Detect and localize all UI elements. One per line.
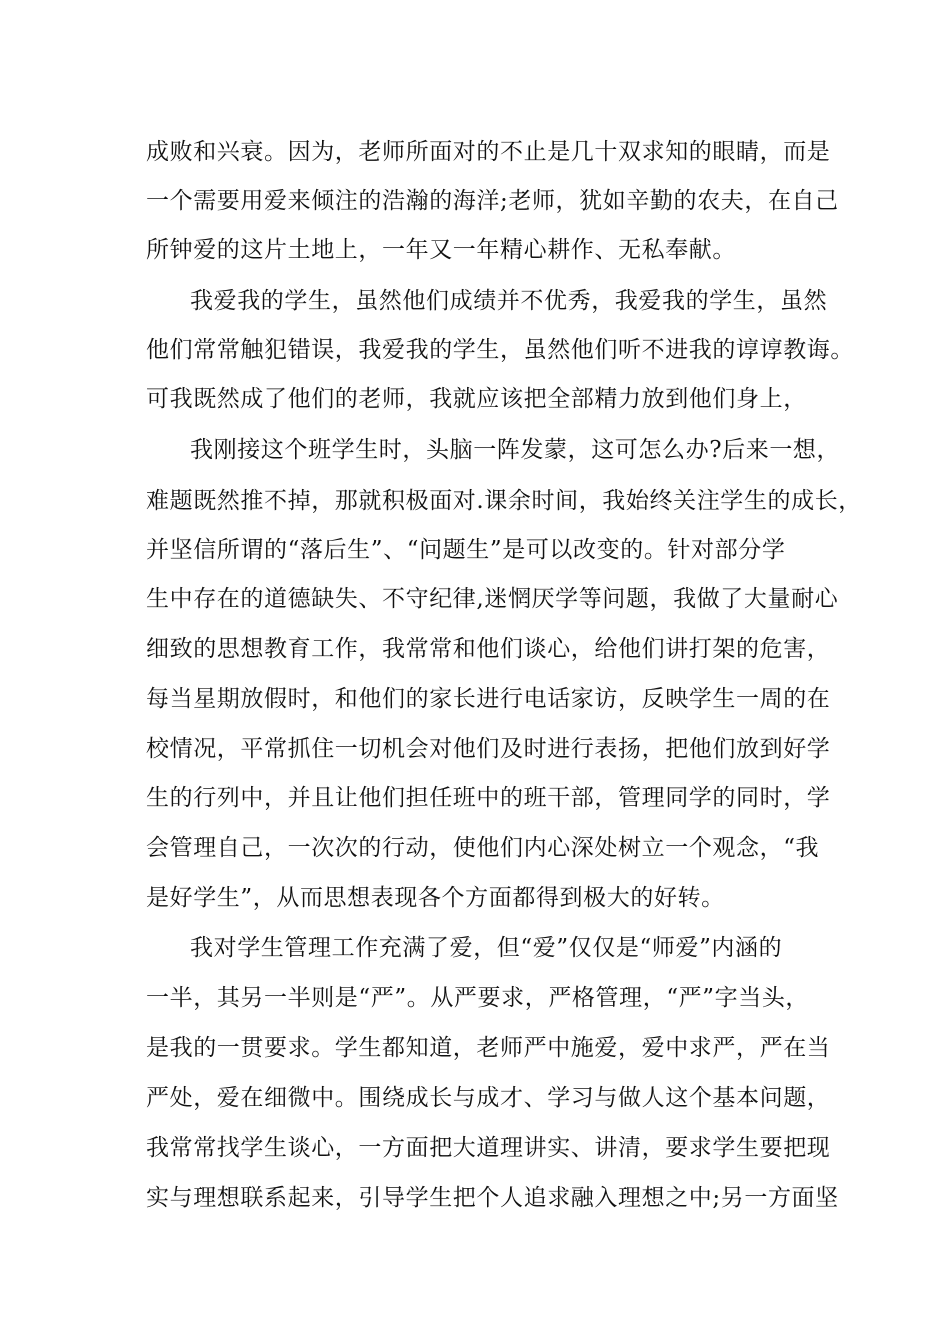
text-line: 是好学生”，从而思想表现各个方面都得到极大的好转。 [146, 885, 725, 911]
text-line: 一半，其另一半则是“严”。从严要求，严格管理，“严”字当头， [146, 985, 810, 1011]
text-line: 严处，爱在细微中。围绕成长与成才、学习与做人这个基本问题， [146, 1085, 831, 1111]
text-line: 他们常常触犯错误，我爱我的学生，虽然他们听不进我的谆谆教诲。 [146, 337, 854, 363]
text-line: 校情况，平常抓住一切机会对他们及时进行表扬，把他们放到好学 [146, 736, 831, 762]
text-line: 实与理想联系起来，引导学生把个人追求融入理想之中;另一方面坚 [146, 1185, 839, 1211]
text-line: 是我的一贯要求。学生都知道，老师严中施爱，爱中求严，严在当 [146, 1035, 831, 1061]
text-line: 所钟爱的这片土地上，一年又一年精心耕作、无私奉献。 [146, 237, 736, 263]
text-line: 一个需要用爱来倾注的浩瀚的海洋;老师，犹如辛勤的农夫，在自己 [146, 188, 839, 214]
text-line: 会管理自己，一次次的行动，使他们内心深处树立一个观念，“我 [146, 835, 820, 861]
text-line: 细致的思想教育工作，我常常和他们谈心，给他们讲打架的危害， [146, 636, 831, 662]
text-line: 我常常找学生谈心，一方面把大道理讲实、讲清，要求学生要把现 [146, 1135, 831, 1161]
text-line: 难题既然推不掉，那就积极面对.课余时间，我始终关注学生的成长， [146, 488, 862, 514]
text-line: 并坚信所谓的“落后生”、“问题生”是可以改变的。针对部分学 [146, 537, 786, 563]
text-line: 生的行列中，并且让他们担任班中的班干部，管理同学的同时，学 [146, 785, 831, 811]
text-line: 可我既然成了他们的老师，我就应该把全部精力放到他们身上， [146, 386, 807, 412]
paragraph-first-line: 我对学生管理工作充满了爱，但“爱”仅仅是“师爱”内涵的 [190, 935, 783, 961]
paragraph-first-line: 我爱我的学生，虽然他们成绩并不优秀，我爱我的学生，虽然 [190, 288, 828, 314]
text-line: 每当星期放假时，和他们的家长进行电话家访，反映学生一周的在 [146, 686, 831, 712]
text-line: 生中存在的道德缺失、不守纪律,迷惘厌学等问题，我做了大量耐心 [146, 586, 839, 612]
text-line: 成败和兴衰。因为，老师所面对的不止是几十双求知的眼睛，而是 [146, 139, 831, 165]
paragraph-first-line: 我刚接这个班学生时，头脑一阵发蒙，这可怎么办?后来一想， [190, 437, 841, 463]
